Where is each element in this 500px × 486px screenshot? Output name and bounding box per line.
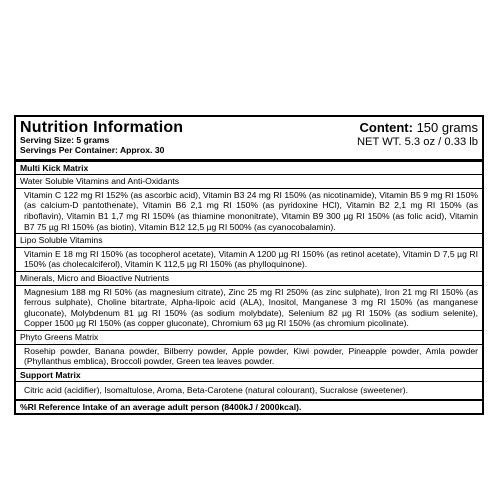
content-value: 150 grams	[412, 120, 478, 135]
ri-footnote: %RI Reference Intake of an average adult person (8400kJ / 2000kcal).	[20, 401, 302, 412]
lipo-soluble-list: Vitamin E 18 mg RI 150% (as tocopherol acetate), Vitamin A 1200 µg RI 150% (as retinol acetate), Vitamin D 7,5 µg RI 150% (as cholecalciferol), Vitamin K 112,5 µg RI 150% (as phylloquinone).	[16, 248, 482, 272]
nutrition-panel	[14, 115, 484, 415]
serving-size: Serving Size: 5 grams	[20, 135, 110, 145]
water-soluble-heading: Water Soluble Vitamins and Anti-Oxidants	[16, 175, 482, 189]
minerals-heading: Minerals, Micro and Bioactive Nutrients	[16, 272, 482, 286]
panel-header	[16, 117, 482, 162]
content-label: Content:	[359, 120, 413, 135]
support-matrix-list: Citric acid (acidifier), Isomaltulose, Aroma, Beta-Carotene (natural colourant), Sucralose (sweetener).	[16, 382, 482, 401]
minerals-list: Magnesium 188 mg RI 50% (as magnesium citrate), Zinc 25 mg RI 250% (as zinc sulphate), Iron 21 mg RI 150% (as ferrous sulphate), Choline bitartrate, Alpha-lipoic acid (ALA), Inositol, Manganese 3 mg RI 150% (as manganese gluconate), Molybdenum 81 µg RI 150% (as sodium molybdate), Selenium 82 µg RI 150% (as sodium selenite), Copper 1500 µg RI 150% (as copper gluconate), Chromium 63 µg RI 150% (as chromium picolinate).	[16, 286, 482, 331]
multi-kick-heading: Multi Kick Matrix	[16, 162, 482, 176]
phyto-greens-heading: Phyto Greens Matrix	[16, 331, 482, 345]
lipo-soluble-heading: Lipo Soluble Vitamins	[16, 234, 482, 248]
net-weight: NET WT. 5.3 oz / 0.33 lb	[356, 136, 478, 148]
header-left	[20, 119, 183, 156]
panel-title: Nutrition Information	[20, 119, 184, 136]
content-line	[357, 120, 478, 135]
water-soluble-list: Vitamin C 122 mg RI 152% (as ascorbic acid), Vitamin B3 24 mg RI 150% (as nicotinamide), Vitamin B5 9 mg RI 150% (as calcium-D pantothenate), Vitamin B6 2,1 mg RI 150% (as pyridoxine HCl), Vitamin B2 2,1 mg RI 150% (as riboflavin), Vitamin B1 1,7 mg RI 150% (as thiamine mononitrate), Vitamin B9 300 µg RI 150% (as folic acid), Vitamin B7 75 µg RI 150% (as biotin), Vitamin B12 12,5 µg RI 500% (as cyanocobalamin).	[16, 189, 482, 234]
servings-per-container: Servings Per Container: Approx. 30	[20, 144, 165, 155]
header-right	[357, 119, 478, 156]
phyto-greens-list: Rosehip powder, Banana powder, Bilberry powder, Apple powder, Kiwi powder, Pineapple powder, Amla powder (Phyllanthus emblica), Broccoli powder, Green tea leaves powder.	[16, 345, 482, 369]
support-matrix-heading: Support Matrix	[16, 369, 482, 383]
